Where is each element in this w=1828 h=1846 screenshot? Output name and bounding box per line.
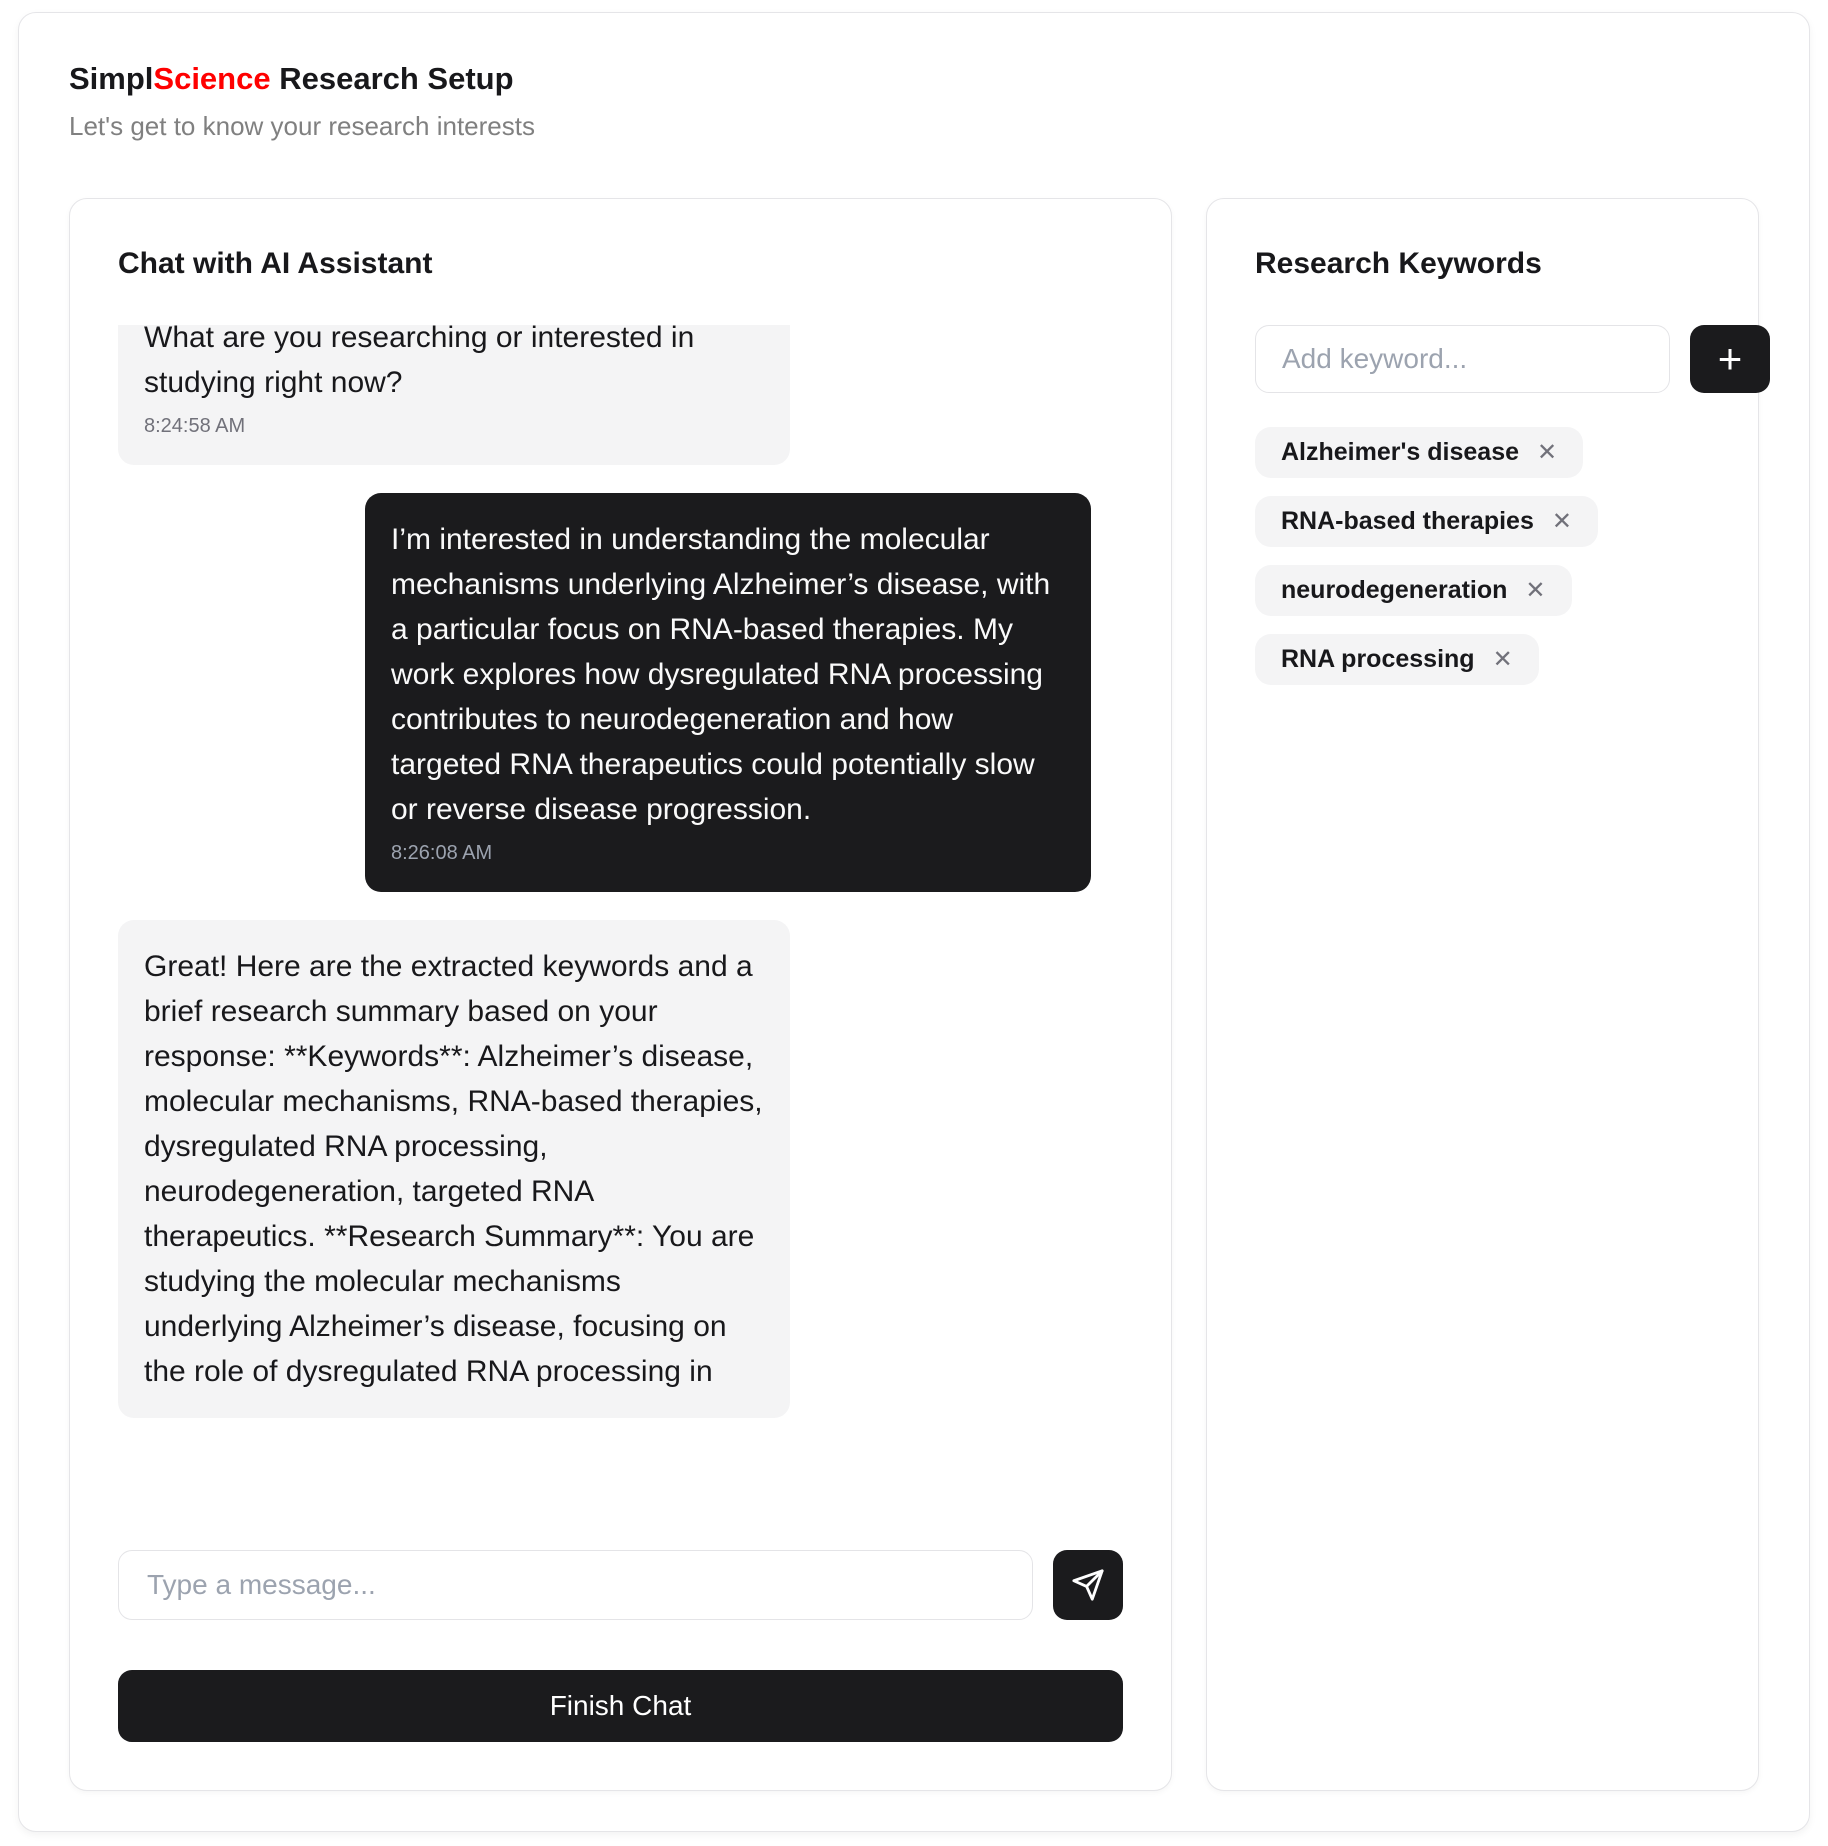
assistant-message-bubble — [118, 920, 790, 1418]
brand-name-red: Science — [153, 61, 271, 96]
close-icon: ✕ — [1551, 507, 1572, 535]
keyword-chip-label: RNA processing — [1281, 645, 1475, 673]
keyword-chip-list — [1255, 427, 1710, 685]
keyword-chip — [1255, 496, 1598, 547]
research-setup-card — [18, 12, 1810, 1832]
page-title-rest: Research Setup — [270, 61, 514, 96]
page-subtitle: Let's get to know your research interests — [69, 111, 535, 141]
message-row-assistant — [118, 325, 1091, 465]
plus-icon: + — [1717, 335, 1743, 382]
send-button[interactable] — [1053, 1550, 1123, 1620]
keyword-chip — [1255, 565, 1572, 616]
keyword-chip-label: Alzheimer's disease — [1281, 438, 1520, 466]
page-title — [69, 61, 1759, 97]
assistant-message-bubble — [118, 325, 790, 465]
message-text: Great! Here are the extracted keywords and a brief research summary based on your response: **Keywords**: Alzheimer’s disease, molecular mechanisms, RNA-based therapies, dysregulated RNA processing, neurodegeneration, targeted RNA therapeutics. **Research Summary**: You are studying the molecular mechanisms underlying Alzheimer’s disease, focusing on the role of dysregulated RNA processing in — [144, 950, 763, 1388]
keyword-chip-label: RNA-based therapies — [1281, 507, 1534, 535]
remove-keyword-button[interactable] — [1525, 576, 1546, 604]
keywords-panel — [1206, 198, 1759, 1791]
finish-chat-button[interactable]: Finish Chat — [118, 1670, 1123, 1742]
chat-message-list[interactable] — [118, 325, 1123, 1518]
send-icon — [1071, 1568, 1105, 1602]
add-keyword-input[interactable] — [1255, 325, 1670, 393]
message-text: I’m interested in understanding the molecular mechanisms underlying Alzheimer’s disease, with a particular focus on RNA-based therapies. My work explores how dysregulated RNA processing contributes to neurodegeneration and how targeted RNA therapeutics could potentially slow or reverse disease progression. — [391, 523, 1051, 826]
keywords-title: Research Keywords — [1255, 247, 1542, 280]
keyword-chip — [1255, 634, 1539, 685]
remove-keyword-button[interactable] — [1492, 645, 1513, 673]
add-keyword-button[interactable] — [1690, 325, 1770, 393]
remove-keyword-button[interactable] — [1537, 438, 1558, 466]
message-text: What are you researching or interested in studying right now? — [144, 325, 695, 399]
chat-title: Chat with AI Assistant — [118, 247, 433, 280]
keyword-chip — [1255, 427, 1583, 478]
user-message-bubble — [365, 493, 1091, 892]
close-icon: ✕ — [1537, 438, 1558, 466]
message-row-assistant — [118, 920, 1091, 1418]
main-columns — [69, 198, 1759, 1791]
message-timestamp: 8:24:58 AM — [144, 415, 246, 437]
close-icon: ✕ — [1525, 576, 1546, 604]
brand-name-black: Simpl — [69, 61, 154, 96]
message-input[interactable] — [118, 1550, 1033, 1620]
chat-panel — [69, 198, 1172, 1791]
message-timestamp: 8:26:08 AM — [391, 842, 493, 864]
remove-keyword-button[interactable] — [1551, 507, 1572, 535]
close-icon: ✕ — [1492, 645, 1513, 673]
add-keyword-row — [1255, 325, 1743, 393]
message-row-user — [118, 493, 1091, 892]
message-input-row — [118, 1550, 1123, 1620]
keyword-chip-label: neurodegeneration — [1281, 576, 1508, 604]
